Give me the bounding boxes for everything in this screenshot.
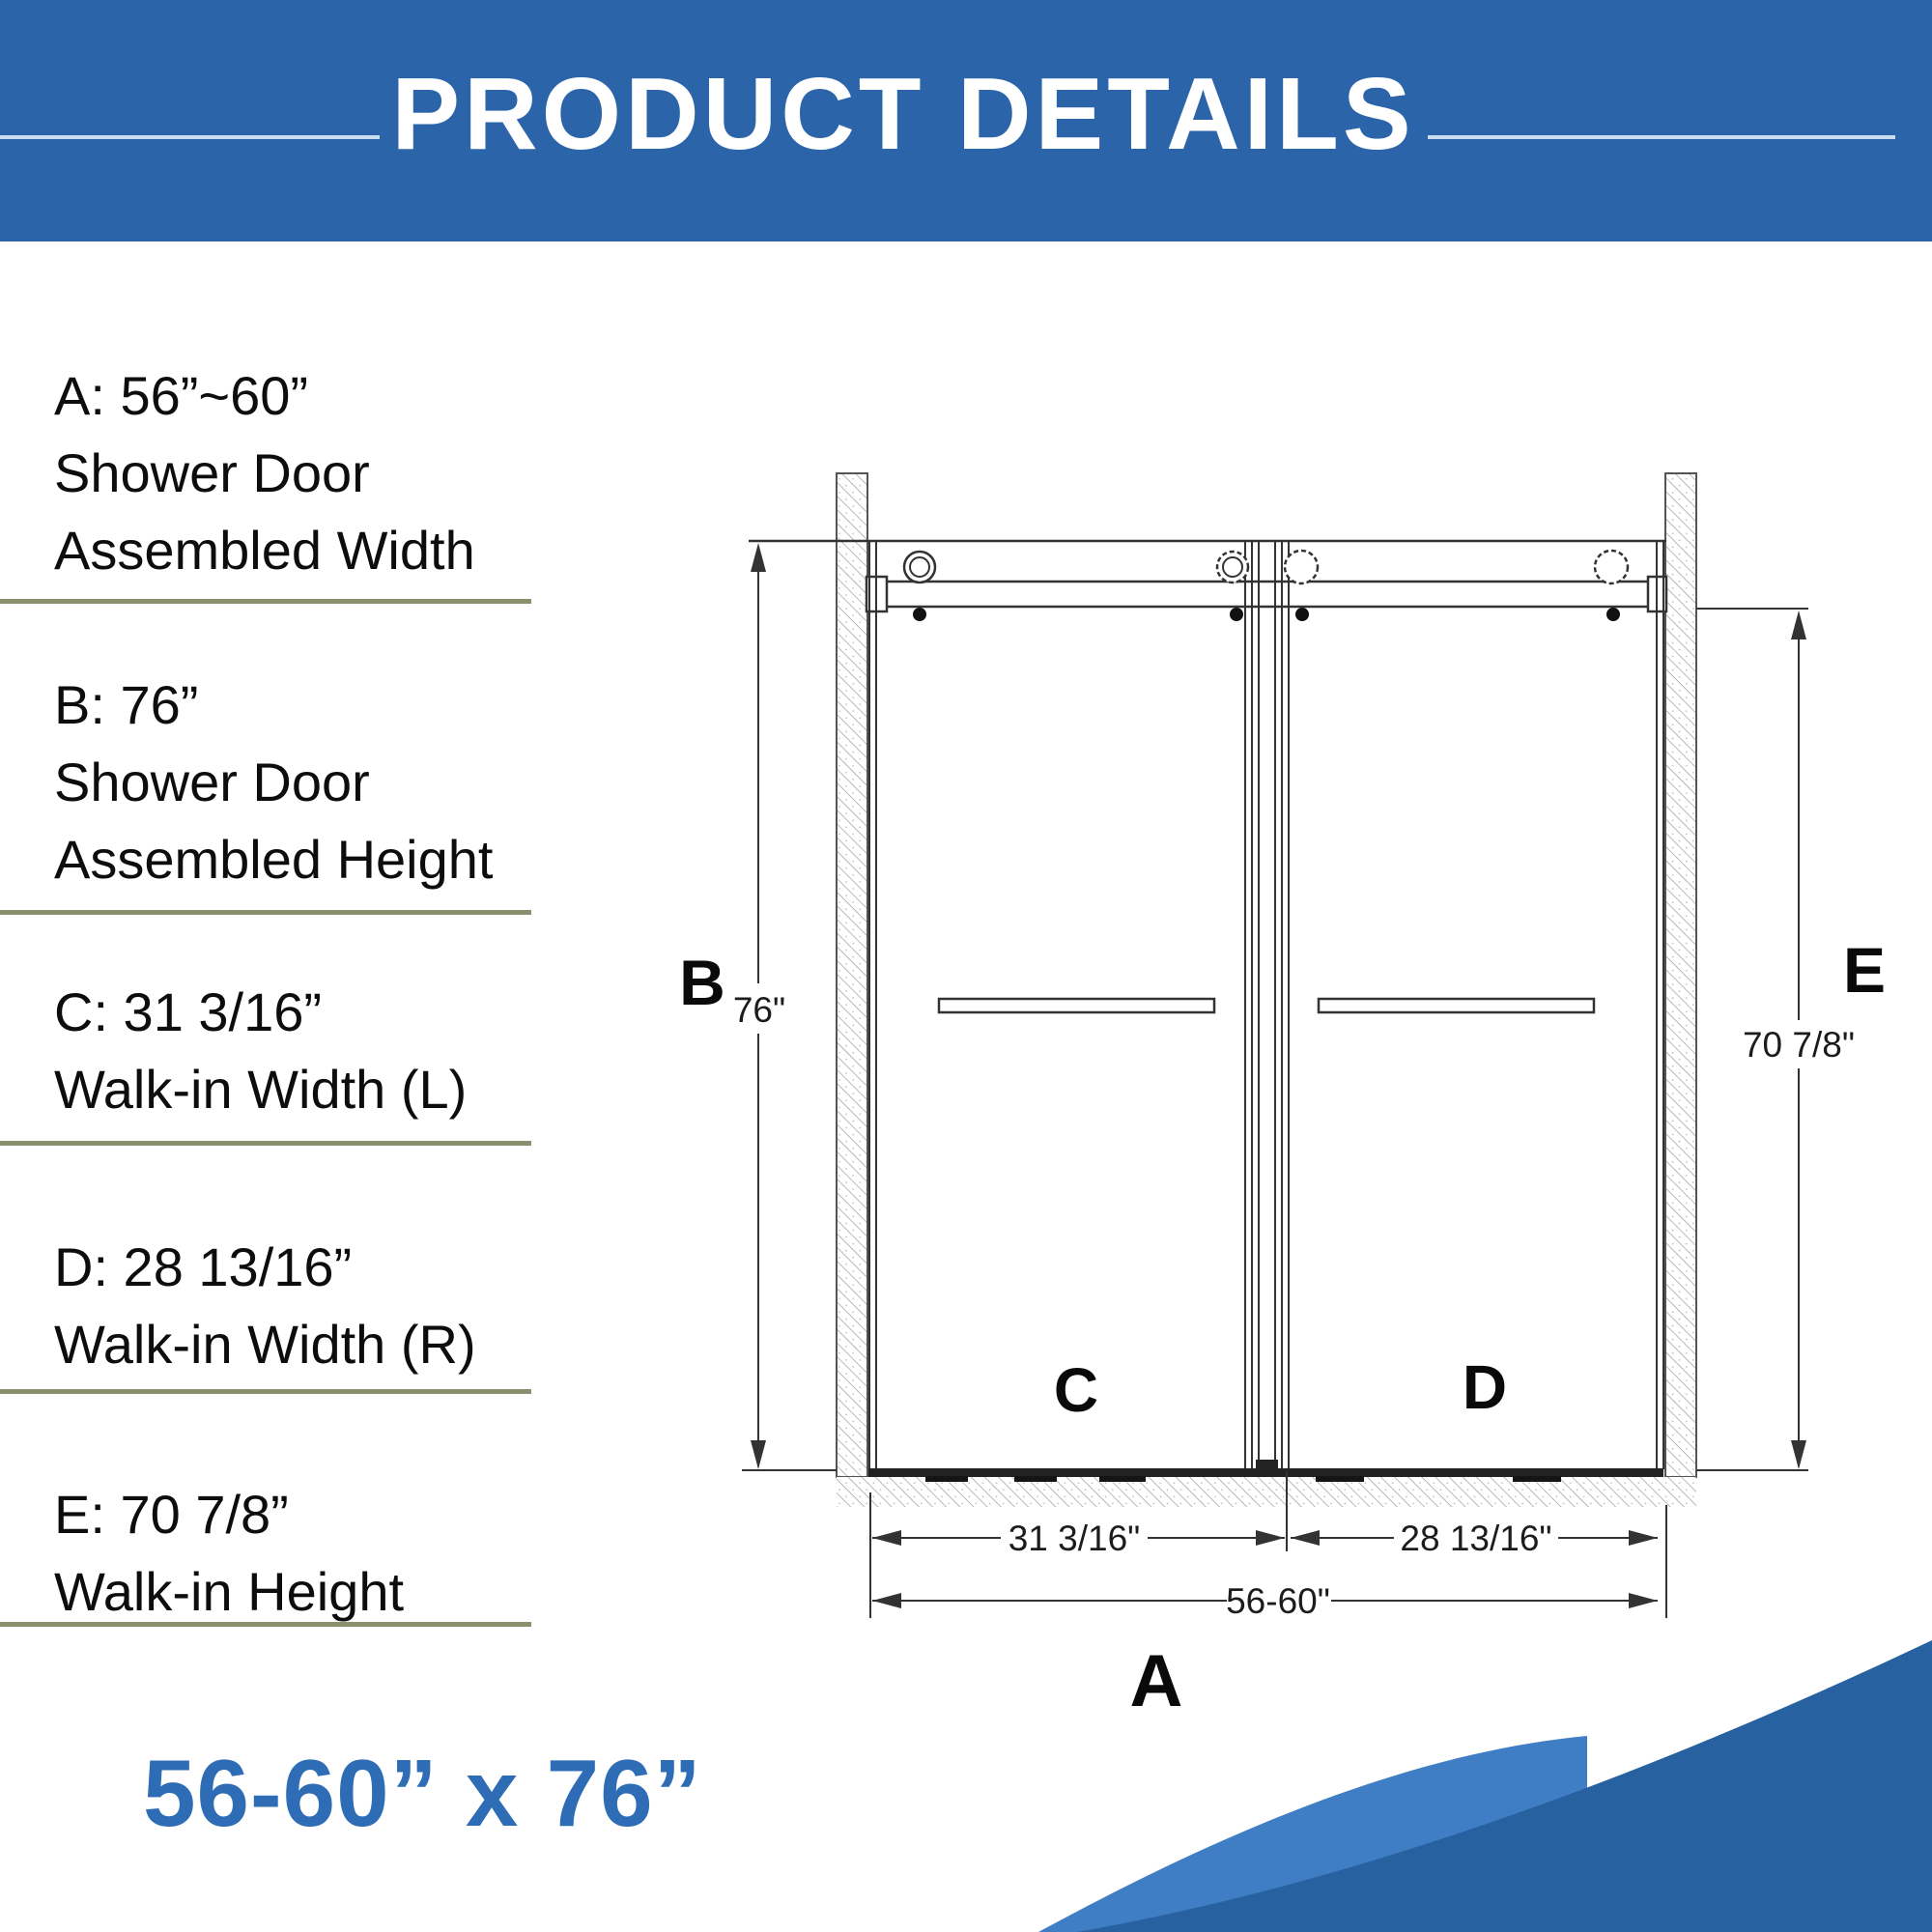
diagram-label-A: A (1129, 1640, 1183, 1722)
spec-b-line1: B: 76” (54, 674, 199, 735)
diagram-label-C: C (1053, 1355, 1099, 1425)
spec-a-line3: Assembled Width (54, 520, 475, 581)
bottom-door-guide (1256, 1460, 1278, 1469)
dim-walk-height-E (1696, 609, 1864, 1470)
size-callout: 56-60” x 76” (143, 1740, 702, 1846)
dim-walk-right-D (1291, 1515, 1658, 1559)
left-door-handle (939, 999, 1214, 1012)
spec-e-line2: Walk-in Height (54, 1561, 405, 1622)
spec-d-line1: D: 28 13/16” (54, 1236, 353, 1297)
top-track (749, 541, 1666, 611)
spec-e-line1: E: 70 7/8” (54, 1484, 289, 1545)
dim-height-B (726, 543, 837, 1470)
dim-label-56-60: 56-60" (1226, 1581, 1330, 1621)
diagram-label-B: B (679, 947, 725, 1018)
dim-label-76: 76" (732, 990, 786, 1030)
diagram-label-E: E (1842, 934, 1887, 1006)
spec-c-line2: Walk-in Width (L) (54, 1059, 468, 1120)
dim-label-31-3-16: 31 3/16" (1008, 1519, 1141, 1558)
spec-b-line2: Shower Door (54, 752, 370, 812)
roller-wheels (904, 551, 1628, 583)
spec-a-line2: Shower Door (54, 442, 370, 503)
spec-d-line2: Walk-in Width (R) (54, 1314, 476, 1375)
roller-fasteners (913, 608, 1620, 621)
dim-label-70-7-8: 70 7/8" (1742, 1025, 1856, 1065)
dim-label-28-13-16: 28 13/16" (1400, 1519, 1552, 1558)
right-wall (1665, 473, 1696, 1477)
page-title: PRODUCT DETAILS (391, 57, 1415, 171)
left-wall (837, 473, 867, 1477)
spec-b-line3: Assembled Height (54, 829, 494, 890)
diagram-label-D: D (1462, 1352, 1508, 1422)
spec-c-line1: C: 31 3/16” (54, 981, 323, 1042)
spec-a-line1: A: 56”~60” (54, 365, 309, 426)
right-door-handle (1319, 999, 1594, 1012)
